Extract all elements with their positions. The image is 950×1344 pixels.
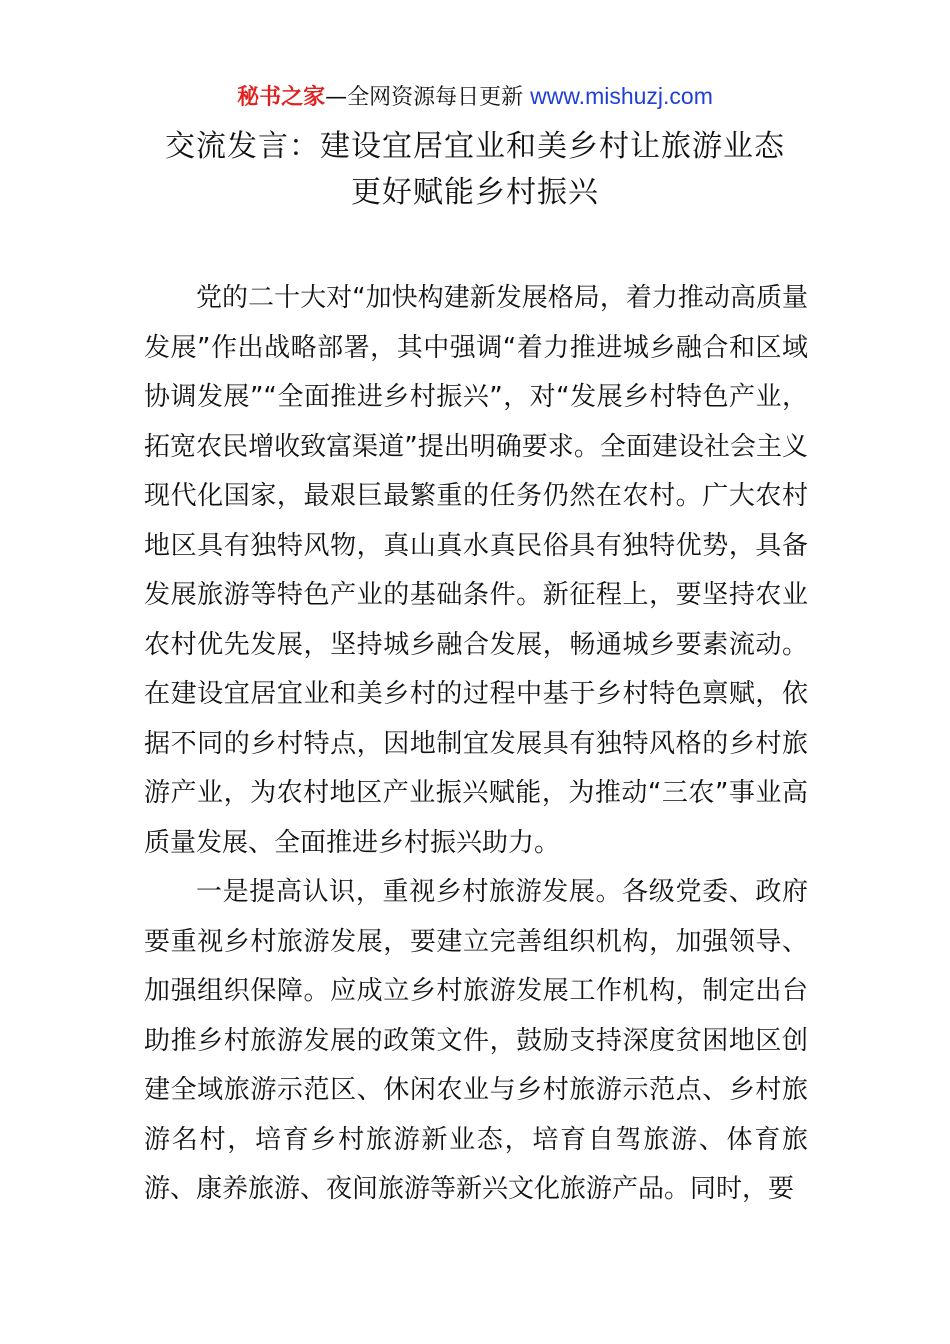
site-header	[0, 80, 950, 114]
title-line-1: 交流发言：建设宜居宜业和美乡村让旅游业态	[165, 129, 785, 164]
document-title	[100, 124, 850, 216]
paragraph-intro: 党的二十大对“加快构建新发展格局，着力推动高质量发展”作出战略部署，其中强调“着力推进城乡融合和区域协调发展”“全面推进乡村振兴”，对“发展乡村特色产业，拓宽农民增收致富渠道”提出明确要求。全面建设社会主义现代化国家，最艰巨最繁重的任务仍然在农村。广大农村地区具有独特风物，真山真水真民俗具有独特优势，具备发展旅游等特色产业的基础条件。新征程上，要坚持农业农村优先发展，坚持城乡融合发展，畅通城乡要素流动。在建设宜居宜业和美乡村的过程中基于乡村特色禀赋，依据不同的乡村特点，因地制宜发展具有独特风格的乡村旅游产业，为农村地区产业振兴赋能，为推动“三农”事业高质量发展、全面推进乡村振兴助力。	[144, 283, 808, 858]
site-url-link[interactable]: www.mishuzj.com	[530, 83, 713, 109]
document-body	[144, 274, 808, 1215]
header-tagline: —全网资源每日更新	[325, 85, 524, 110]
title-line-2: 更好赋能乡村振兴	[351, 175, 599, 210]
paragraph-point-one: 一是提高认识，重视乡村旅游发展。各级党委、政府要重视乡村旅游发展，要建立完善组织机构，加强领导、加强组织保障。应成立乡村旅游发展工作机构，制定出台助推乡村旅游发展的政策文件，鼓励支持深度贫困地区创建全域旅游示范区、休闲农业与乡村旅游示范点、乡村旅游名村，培育乡村旅游新业态，培育自驾旅游、体育旅游、康养旅游、夜间旅游等新兴文化旅游产品。同时，要	[144, 877, 808, 1204]
brand-name: 秘书之家	[237, 85, 326, 110]
